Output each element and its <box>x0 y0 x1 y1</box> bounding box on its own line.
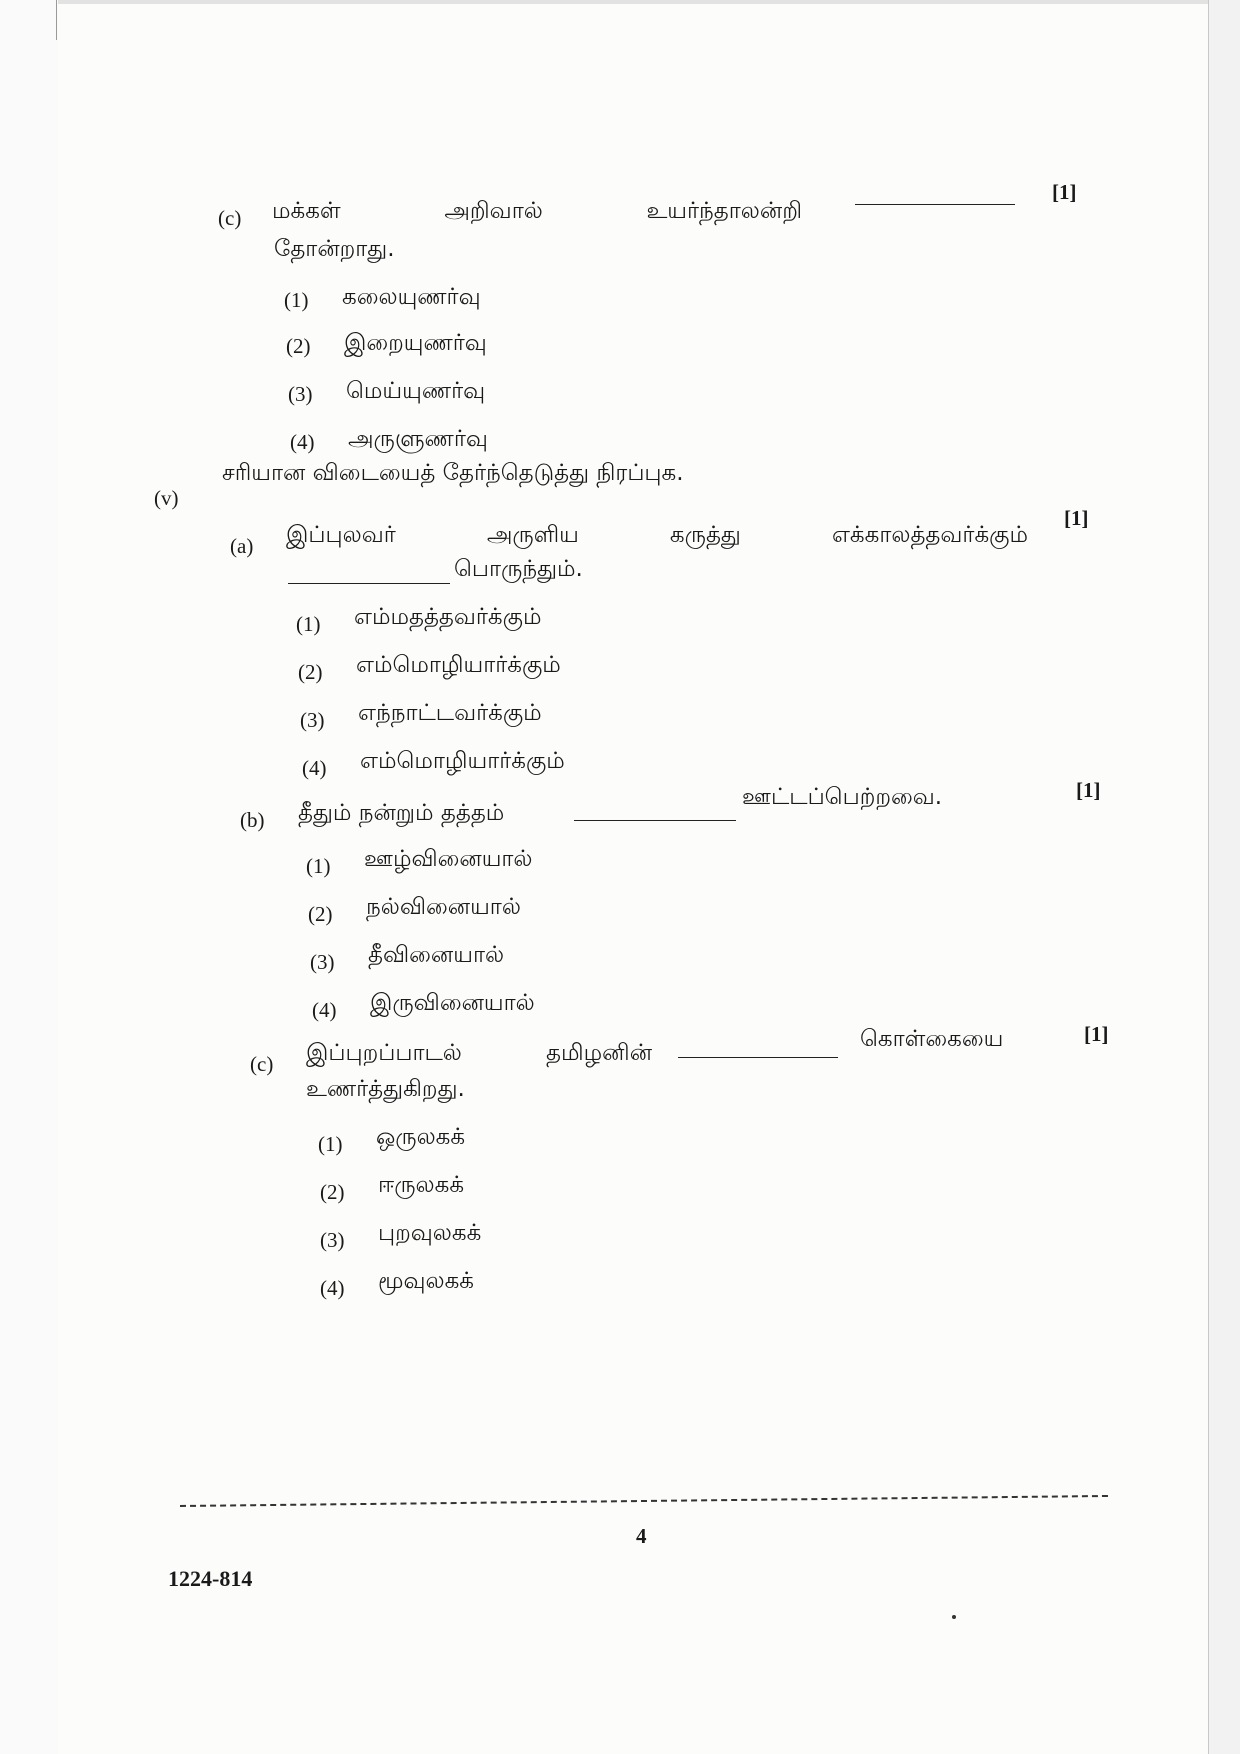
marks-label: [1] <box>1064 506 1089 530</box>
option-number: (3) <box>320 1228 345 1252</box>
question-text-line1 <box>286 522 1028 551</box>
option-number: (1) <box>318 1132 343 1156</box>
question-word: உயர்ந்தாலன்றி <box>646 198 802 224</box>
question-label: (c) <box>218 206 242 230</box>
question-word: இப்புறப்பாடல் <box>306 1040 462 1066</box>
option-text: மூவுலகக் <box>378 1268 474 1294</box>
option-text: எம்மொழியார்க்கும் <box>356 652 561 678</box>
option-number: (4) <box>290 430 315 454</box>
question-word: எக்காலத்தவர்க்கும் <box>831 522 1028 548</box>
option-number: (2) <box>320 1180 345 1204</box>
scan-right-edge <box>1208 0 1240 1754</box>
question-word: மக்கள் <box>272 198 341 224</box>
option-text: எம்மதத்தவர்க்கும் <box>354 604 542 630</box>
question-text-line1 <box>306 1040 652 1069</box>
option-text: இருவினையால் <box>370 990 535 1016</box>
answer-blank <box>678 1057 838 1058</box>
section-instruction: சரியான விடையைத் தேர்ந்தெடுத்து நிரப்புக. <box>222 460 684 486</box>
question-text-line2: தோன்றாது. <box>274 236 395 262</box>
option-number: (2) <box>298 660 323 684</box>
question-label: (b) <box>240 808 265 832</box>
marks-label: [1] <box>1076 778 1101 802</box>
option-number: (1) <box>296 612 321 636</box>
option-text: எம்மொழியார்க்கும் <box>360 748 565 774</box>
question-label: (c) <box>250 1052 274 1076</box>
question-word: இப்புலவர் <box>286 522 396 548</box>
option-text: அருளுணர்வு <box>348 426 488 452</box>
answer-blank <box>574 820 736 821</box>
paper-code: 1224-814 <box>168 1566 253 1591</box>
option-number: (3) <box>288 382 313 406</box>
question-text-line2: உணர்த்துகிறது. <box>306 1076 465 1102</box>
option-number: (1) <box>284 288 309 312</box>
answer-blank <box>855 204 1015 205</box>
question-word: அறிவால் <box>444 198 543 224</box>
option-text: தீவினையால் <box>368 942 505 968</box>
marks-label: [1] <box>1052 180 1077 204</box>
option-number: (4) <box>312 998 337 1022</box>
question-text-after: கொள்கையை <box>860 1026 1004 1052</box>
option-number: (3) <box>300 708 325 732</box>
option-text: இறையுணர்வு <box>344 330 487 356</box>
question-text-line1 <box>272 198 802 227</box>
option-number: (4) <box>302 756 327 780</box>
option-number: (2) <box>308 902 333 926</box>
option-text: நல்வினையால் <box>366 894 521 920</box>
question-word: கருத்து <box>669 522 741 548</box>
option-text: ஈருலகக் <box>378 1172 465 1198</box>
question-text-line2: பொருந்தும். <box>454 556 583 582</box>
option-number: (4) <box>320 1276 345 1300</box>
option-text: கலையுணர்வு <box>342 284 481 310</box>
option-text: மெய்யுணர்வு <box>346 378 486 404</box>
question-label: (a) <box>230 534 254 558</box>
section-label: (v) <box>154 486 179 510</box>
option-number: (2) <box>286 334 311 358</box>
exam-page <box>58 0 1208 1754</box>
option-text: ஊழ்வினையால் <box>364 846 533 872</box>
option-text: எந்நாட்டவர்க்கும் <box>358 700 542 726</box>
question-word: அருளிய <box>486 522 579 548</box>
answer-blank <box>288 583 450 584</box>
question-text-before: தீதும் நன்றும் தத்தம் <box>298 800 505 826</box>
page-number: 4 <box>636 1524 647 1548</box>
option-number: (3) <box>310 950 335 974</box>
question-word: தமிழனின் <box>546 1040 652 1066</box>
option-text: புறவுலகக் <box>378 1220 482 1246</box>
scan-left-margin <box>0 0 58 1754</box>
question-text-after: ஊட்டப்பெற்றவை. <box>742 784 943 810</box>
scan-speck <box>952 1615 956 1619</box>
option-number: (1) <box>306 854 331 878</box>
option-text: ஒருலகக் <box>376 1124 466 1150</box>
marks-label: [1] <box>1084 1022 1109 1046</box>
